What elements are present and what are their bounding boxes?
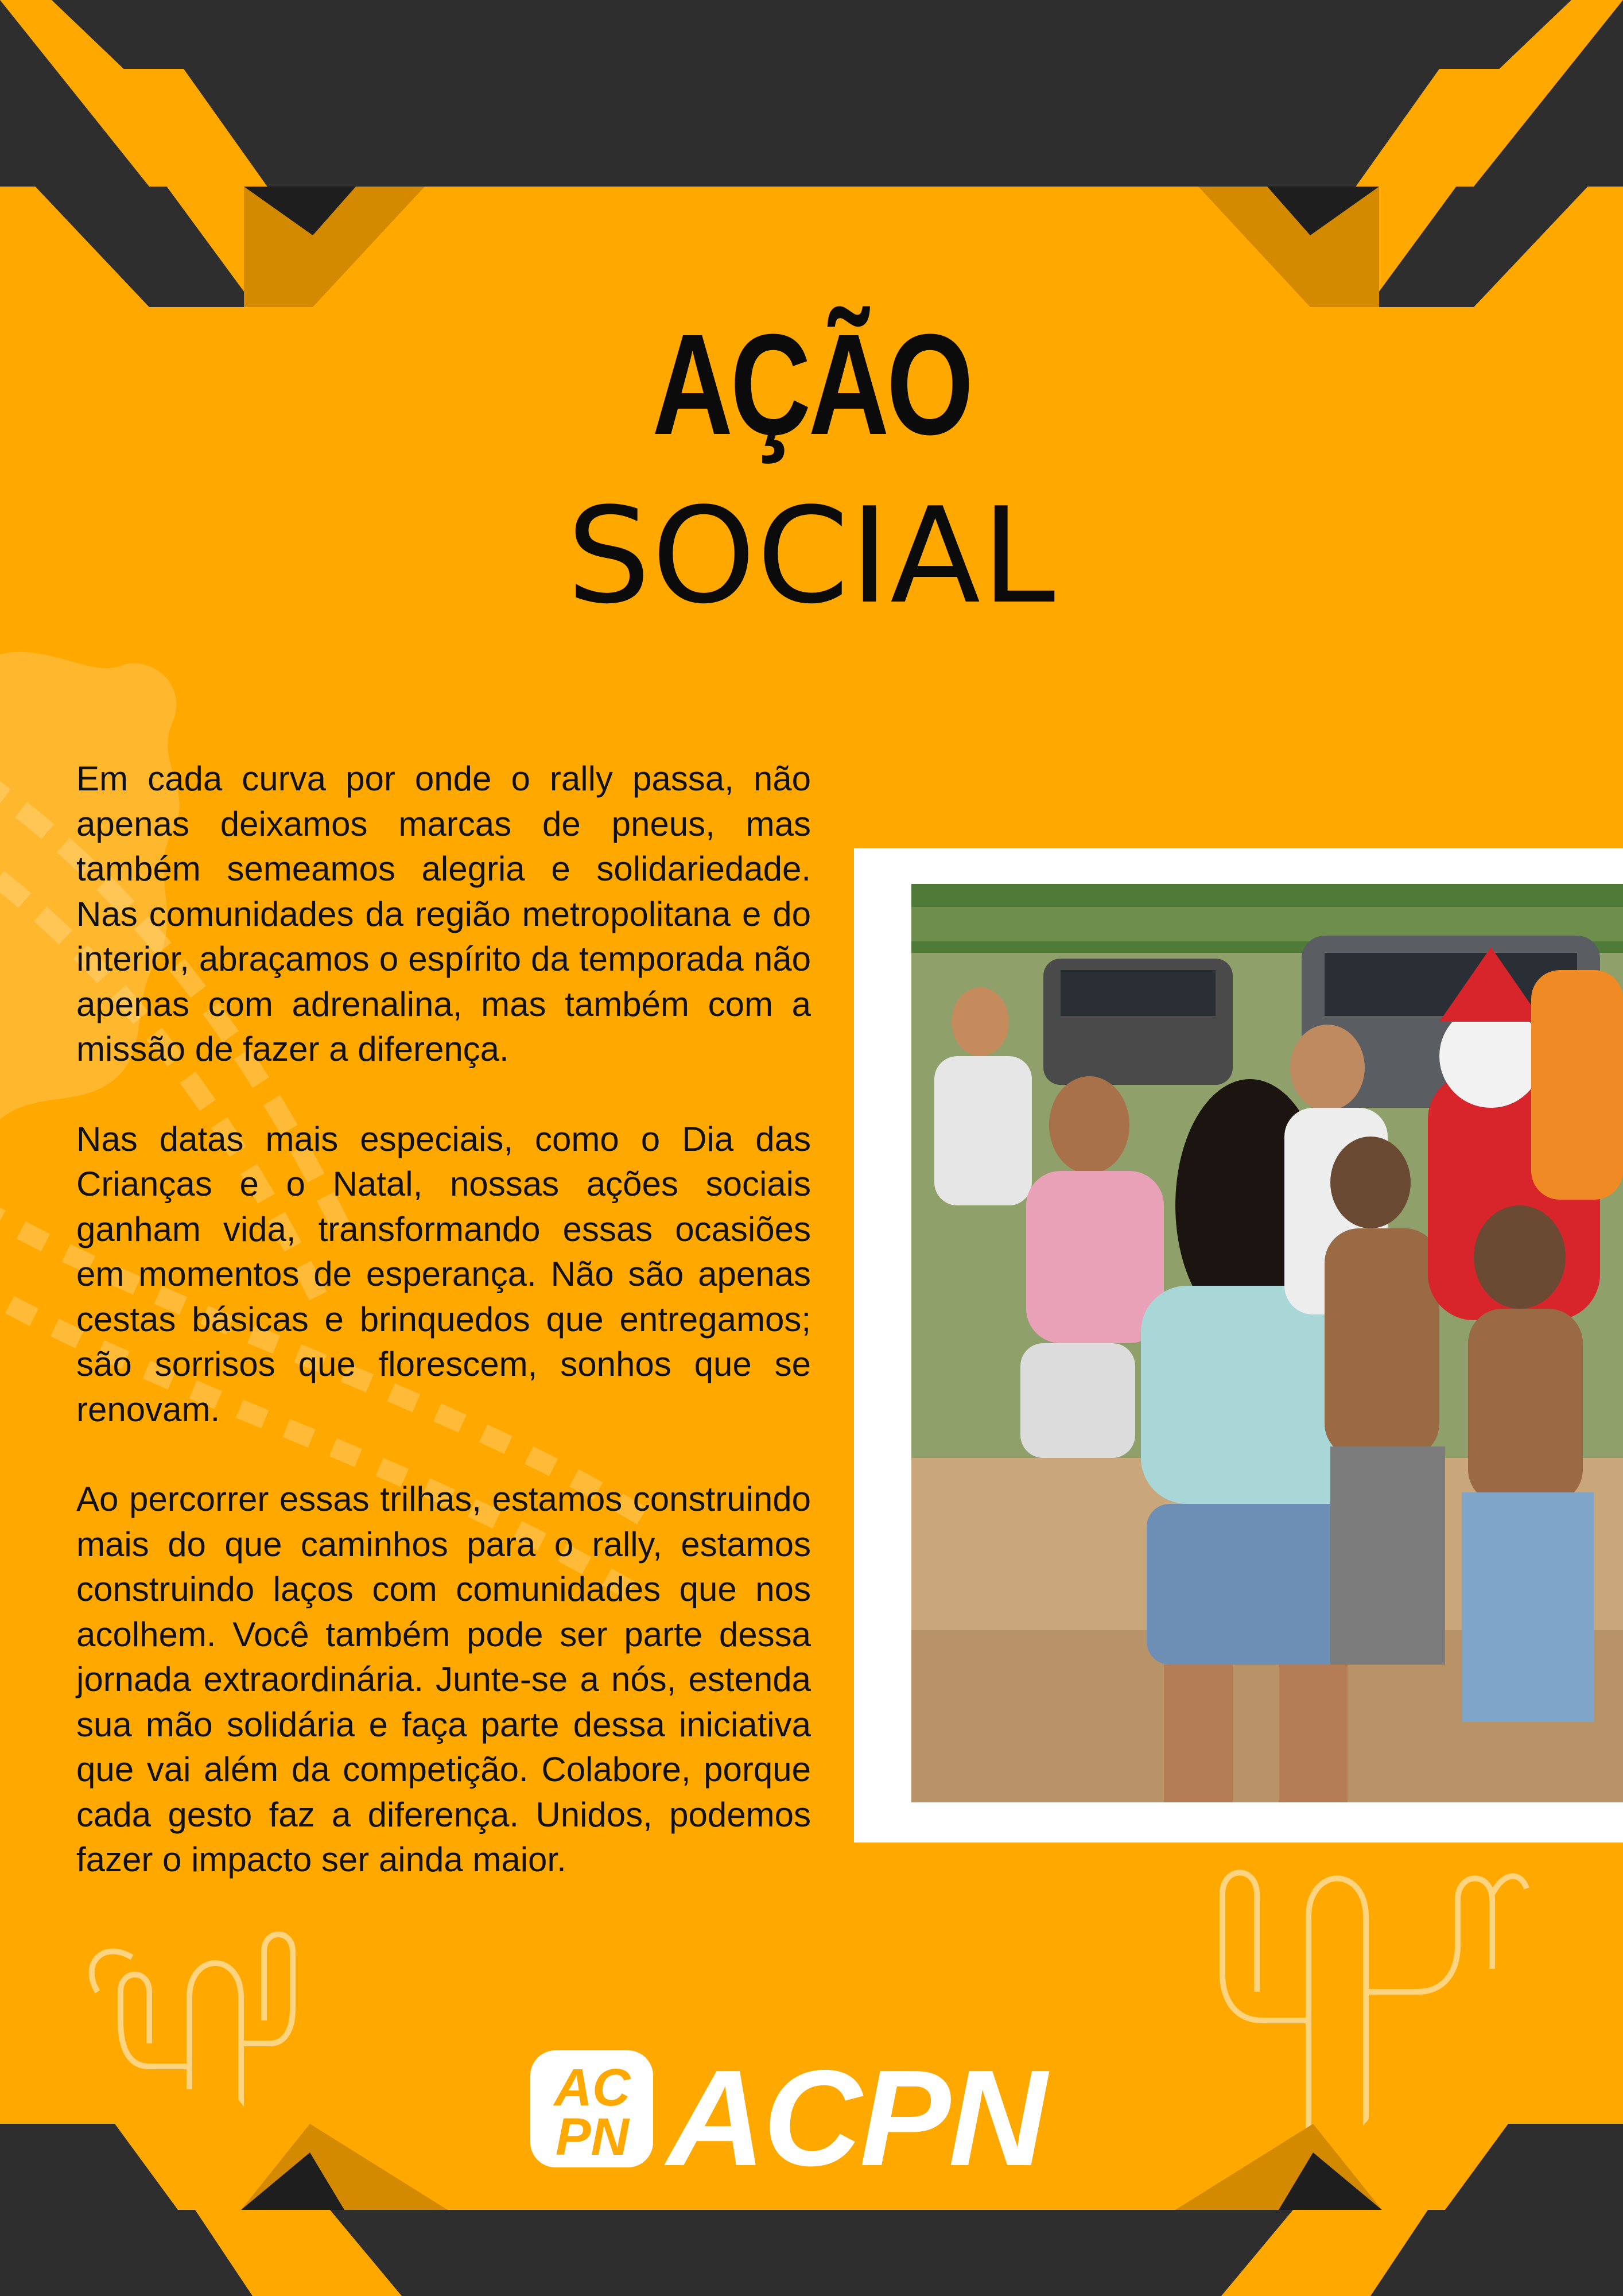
emblem-text-2: PN [556, 2108, 629, 2166]
photo-illustration [911, 884, 1623, 1802]
paragraph-1: Em cada curva por onde o rally passa, não apenas deixamos marcas de pneus, mas também semeamos alegria e solidariedade. Nas comunidades da região metropolitana e do interior, abraçamos o espírito da temporada não apenas com adrenalina, mas também com a missão de fazer a diferença. [76, 759, 811, 1068]
acpn-emblem-icon [528, 2048, 660, 2170]
acpn-logo [528, 2042, 1102, 2194]
paragraph-3: Ao percorrer essas trilhas, estamos construindo mais do que caminhos para o rally, estamos construindo laços com comunidades que nos acolhem. Você também pode ser parte dessa jornada extraordinária. Junte-se a nós, estenda sua mão solidária e faça parte dessa iniciativa que vai além da competição. Colabore, porque cada gesto faz a diferença. Unidos, podemos fazer o impacto ser ainda maior. [76, 1480, 811, 1879]
title-line-1: AÇÃO [652, 304, 971, 464]
paragraph-2: Nas datas mais especiais, como o Dia das Crianças e o Natal, nossas ações sociais ganham vida, transformando essas ocasiões em momentos de esperança. Não são apenas cestas básicas e brinquedos que entregamos; são sorrisos que florescem, sonhos que se renovam. [76, 1119, 811, 1429]
emblem-text-1: AC [554, 2058, 631, 2117]
top-chevron-decoration [0, 0, 1623, 321]
title-line-2: SOCIAL [566, 480, 1057, 633]
logo-wordmark: ACPN [667, 2042, 1045, 2194]
body-text [76, 757, 811, 1927]
community-event-photo [911, 884, 1623, 1802]
